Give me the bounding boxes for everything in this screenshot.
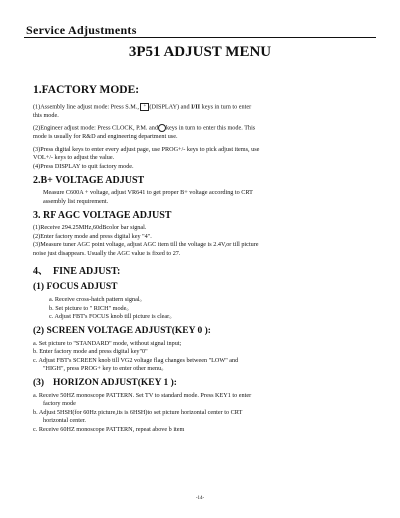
rfagc-line-4: noise just disappears. Usually the AGC value is fixed to 27. [33, 249, 181, 257]
screen-section [33, 326, 370, 374]
focus-item-c: c. Adjust FBT's FOCUS knob till picture is clear。 [49, 313, 176, 321]
screen-heading: (2) SCREEN VOLTAGE ADJUST(KEY 0 ): [33, 325, 211, 336]
screen-item-b: b. Enter factory mode and press digital key"0" [33, 348, 148, 356]
horizon-item-a: a. Receive 50HZ monoscope PATTERN. Set TV to standard mode. Press KEY1 to enter [33, 391, 252, 399]
factory-item-1-text: (1)Assembly line adjust mode: Press S.M., [33, 103, 139, 111]
plus-box-icon: + [140, 103, 149, 111]
bplus-section [33, 175, 370, 206]
bplus-line-1: Measure C600A + voltage, adjust VR641 to get proper B+ voltage according to CRT [43, 189, 253, 197]
focus-heading: (1) FOCUS ADJUST [33, 282, 118, 293]
rfagc-heading: 3. RF AGC VOLTAGE ADJUST [33, 210, 172, 222]
fine-adjust-title: FINE ADJUST: [53, 266, 121, 278]
horizon-heading [33, 378, 370, 388]
horizon-title: HORIZON ADJUST(KEY 1 ): [53, 377, 177, 388]
rfagc-line-1: (1)Receive 294.25MHz,60dBcolor bar signal. [33, 224, 147, 232]
fine-adjust-number: 4、 [33, 266, 48, 278]
factory-item-1-tail: keys in turn to enter [201, 103, 252, 111]
factory-mode-section [33, 84, 370, 171]
screen-item-c: c. Adjust FBT's SCREEN knob till VG2 voltage flag changes between "LOW" and [33, 356, 239, 364]
page-number: -14- [195, 496, 205, 501]
factory-item-2-tail: keys in turn to enter this mode. This [165, 124, 256, 132]
page-title: 3P51 ADJUST MENU [128, 44, 272, 60]
horizon-number: (3) [33, 377, 45, 388]
factory-item-2-cont: mode is usually for R&D and engineering department use. [33, 133, 178, 141]
factory-item-1-key: I/II [191, 103, 201, 111]
circle-key-icon [158, 124, 166, 132]
screen-item-c-cont: "HIGH", press PROG+ key to enter other menu。 [43, 365, 168, 373]
fine-adjust-heading [33, 262, 370, 277]
focus-item-a: a. Receive cross-hatch pattern signal。 [49, 296, 146, 304]
rfagc-section [33, 210, 370, 258]
fine-adjust-section [33, 262, 370, 277]
rfagc-line-3: (3)Measure tuner AGC point voltage, adjust AGC item till the voltage is 2.4V,or till picture [33, 241, 259, 249]
factory-item-4: (4)Press DISPLAY to quit factory mode. [33, 162, 134, 170]
horizon-item-b: b. Adjust 5HSH(for 60Hz picture,its is 6HSH)to set picture horizontal center to CRT [33, 408, 243, 416]
section-header: Service Adjustments [26, 23, 137, 37]
factory-item-1 [33, 103, 370, 112]
rfagc-line-2: (2)Enter factory mode and press digital key "4". [33, 232, 152, 240]
factory-item-3: (3)Press digital keys to enter every adjust page, use PROG+/- keys to pick adjust items, use [33, 145, 260, 153]
horizon-item-c: c. Receive 60HZ monoscope PATTERN, repeat above b item [33, 425, 185, 433]
factory-item-2-text: (2)Engineer adjust mode: Press CLOCK, P.M. and [33, 124, 158, 132]
factory-item-2 [33, 124, 370, 133]
bplus-heading: 2.B+ VOLTAGE ADJUST [33, 175, 145, 187]
factory-mode-heading: 1.FACTORY MODE: [33, 84, 140, 96]
screen-item-a: a. Set picture to "STANDARD" mode, without signal input; [33, 339, 182, 347]
header-divider [24, 37, 376, 38]
focus-item-b: b. Set picture to " RICH" mode。 [49, 304, 133, 312]
horizon-item-a-cont: factory mode [43, 400, 76, 408]
factory-item-3-cont: VOL+/- keys to adjust the value. [33, 154, 115, 162]
document-body [33, 84, 370, 434]
focus-section [33, 282, 370, 322]
horizon-item-b-cont: horizontal center. [43, 417, 86, 425]
factory-item-1-cont: this mode. [33, 111, 59, 119]
factory-item-1-display: (DISPLAY) and [149, 103, 190, 111]
bplus-line-2: assembly list requirement. [43, 197, 109, 205]
horizon-section [33, 378, 370, 435]
